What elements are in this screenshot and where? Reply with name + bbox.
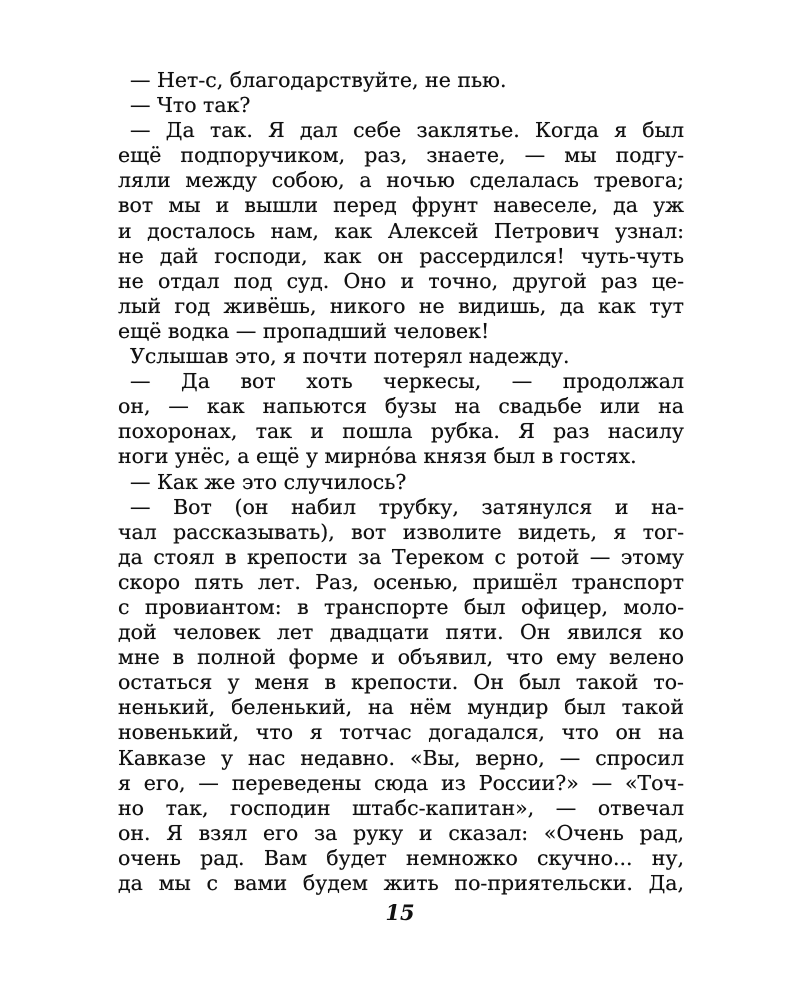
text-line: похоронах, так и пошла рубка. Я раз насилу xyxy=(118,419,684,444)
text-line: не дай господи, как он рассердился! чуть-чуть xyxy=(118,243,684,268)
text-line: лый год живёшь, никого не видишь, да как тут xyxy=(118,293,684,318)
text-line: ещё подпоручиком, раз, знаете, — мы подгу- xyxy=(118,143,684,168)
text-line: да стоял в крепости за Тереком с ротой — этому xyxy=(118,544,684,569)
text-line: и досталось нам, как Алексей Петрович узнал: xyxy=(118,218,684,243)
page-number: 15 xyxy=(385,900,415,925)
text-line: остаться у меня в крепости. Он был такой то- xyxy=(118,670,684,695)
text-line: — Да так. Я дал себе заклятье. Когда я был xyxy=(130,118,684,143)
text-line: — Как же это случилось? xyxy=(130,469,407,494)
text-line: ещё водка — пропадший человек! xyxy=(118,318,490,343)
text-line: ноги унёс, а ещё у мирнóва князя был в гостях. xyxy=(118,444,637,469)
text-line: — Да вот хоть черкесы, — продолжал xyxy=(130,369,684,394)
text-line: дой человек лет двадцати пяти. Он явился ко xyxy=(118,620,684,645)
text-line: Кавказе у нас недавно. «Вы, верно, — спросил xyxy=(118,745,684,770)
text-line: он, — как напьются бузы на свадьбе или на xyxy=(118,394,684,419)
text-line: с провиантом: в транспорте был офицер, моло- xyxy=(118,594,684,619)
text-line: не отдал под суд. Оно и точно, другой раз це- xyxy=(118,268,684,293)
page-text xyxy=(118,68,684,896)
text-line: — Что так? xyxy=(130,93,251,118)
text-line: — Вот (он набил трубку, затянулся и на- xyxy=(130,494,684,519)
text-line: вот мы и вышли перед фрунт навеселе, да уж xyxy=(118,193,684,218)
text-line: чал рассказывать), вот изволите видеть, я тог- xyxy=(118,519,684,544)
text-line: да мы с вами будем жить по-приятельски. Да, xyxy=(118,871,684,895)
text-line: ляли между собою, а ночью сделалась тревога; xyxy=(118,168,684,193)
text-line: скоро пять лет. Раз, осенью, пришёл транспорт xyxy=(118,569,684,594)
text-line: ненький, беленький, на нём мундир был такой xyxy=(118,695,684,720)
text-line: Услышав это, я почти потерял надежду. xyxy=(130,344,570,369)
text-line: очень рад. Вам будет немножко скучно... ну, xyxy=(118,845,684,870)
text-line: мне в полной форме и объявил, что ему велено xyxy=(118,645,684,670)
text-line: но так, господин штабс-капитан», — отвечал xyxy=(118,795,684,820)
text-line: я его, — переведены сюда из России?» — «Точ- xyxy=(118,770,684,795)
text-line: новенький, что я тотчас догадался, что он на xyxy=(118,720,684,745)
text-line: — Нет-с, благодарствуйте, не пью. xyxy=(130,68,507,92)
text-line: он. Я взял его за руку и сказал: «Очень рад, xyxy=(118,820,684,845)
